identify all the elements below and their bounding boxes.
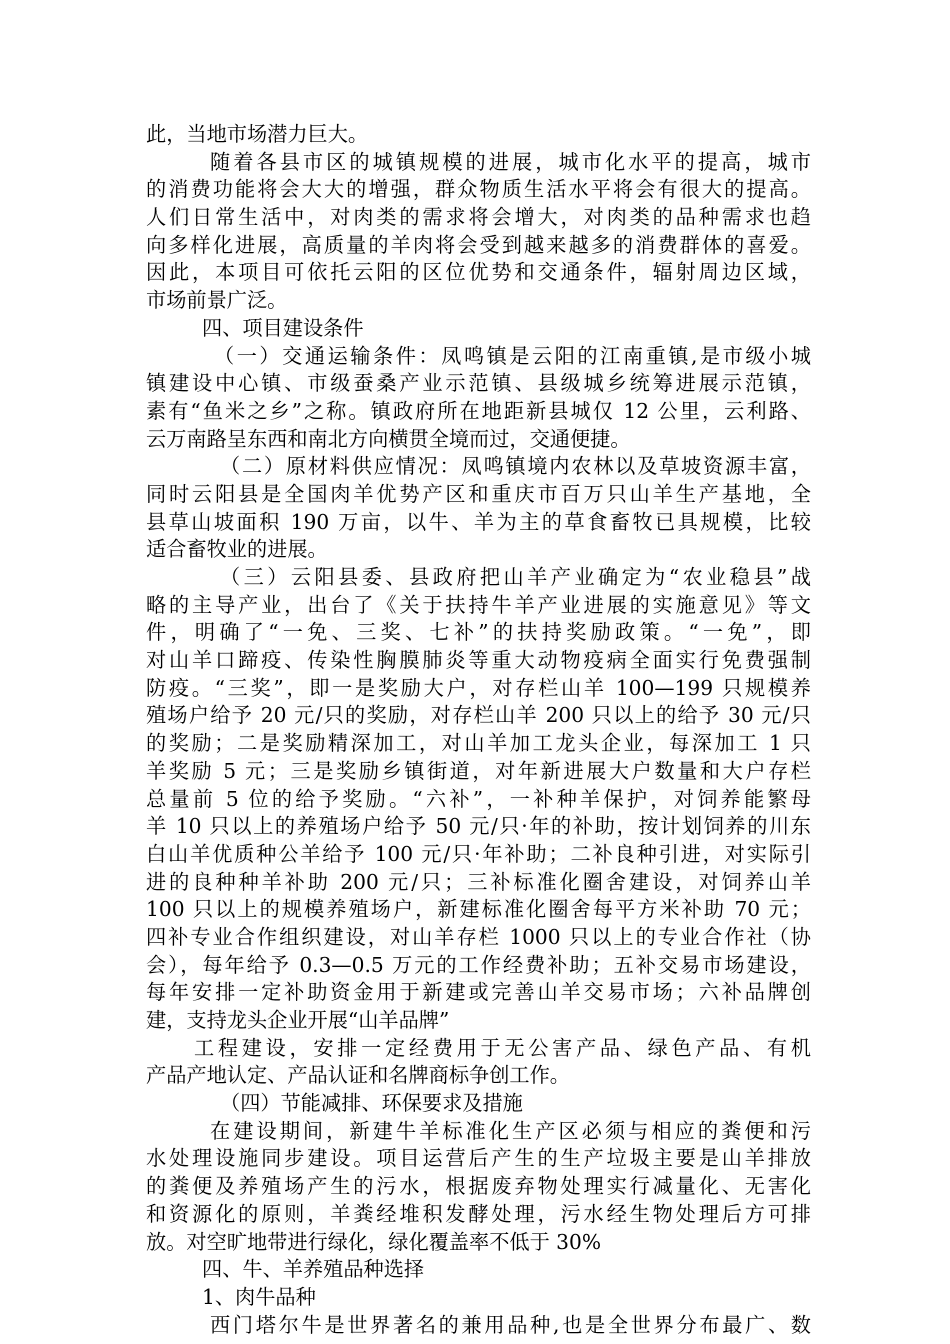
paragraph-start-line: 工程建设，安排一定经费用于无公害产品、绿色产品、有机 [194, 1035, 811, 1060]
subsection-heading-line: （二）原材料供应情况：凤鸣镇境内农林以及草坡资源丰富， [220, 454, 811, 479]
text-line: 略的主导产业，出台了《关于扶持牛羊产业进展的实施意见》等文 [146, 592, 811, 617]
section-heading: 四、牛、羊养殖品种选择 [202, 1257, 425, 1282]
text-line: 此，当地市场潜力巨大。 [146, 122, 369, 146]
text-line: 县草山坡面积 190 万亩，以牛、羊为主的草食畜牧已具规模，比较 [146, 509, 811, 534]
text-line: 因此，本项目可依托云阳的区位优势和交通条件，辐射周边区域， [146, 260, 811, 285]
text-line: 和资源化的原则，羊粪经堆积发酵处理，污水经生物处理后方可排 [146, 1201, 811, 1226]
subsection-heading: 1、肉牛品种 [202, 1284, 316, 1309]
subsection-heading: （四）节能减排、环保要求及措施 [220, 1091, 523, 1116]
text-line: 建，支持龙头企业开展“山羊品牌” [146, 1008, 450, 1032]
text-line: 市场前景广泛。 [146, 288, 288, 313]
text-line: 云万南路呈东西和南北方向横贯全境而过，交通便捷。 [146, 426, 631, 451]
text-line: 的粪便及养殖场产生的污水，根据废弃物处理实行减量化、无害化 [146, 1174, 811, 1199]
text-line: 人们日常生活中，对肉类的需求将会增大，对肉类的品种需求也趋 [146, 205, 811, 230]
document-page [146, 121, 811, 1339]
text-line: 防疫。“三奖”，即一是奖励大户，对存栏山羊 100—199 只规模养 [146, 675, 811, 700]
text-line: 适合畜牧业的进展。 [146, 537, 328, 562]
text-line: 同时云阳县是全国肉羊优势产区和重庆市百万只山羊生产基地，全 [146, 481, 811, 506]
text-line: 对山羊口蹄疫、传染性胸膜肺炎等重大动物疫病全面实行免费强制 [146, 648, 811, 673]
text-line: 素有“鱼米之乡”之称。镇政府所在地距新县城仅 12 公里，云利路、 [146, 398, 811, 423]
paragraph-start-line: 随着各县市区的城镇规模的进展，城市化水平的提高，城市 [210, 149, 811, 174]
section-heading: 四、项目建设条件 [202, 315, 364, 340]
text-line: 进的良种种羊补助 200 元/只；三补标准化圈舍建设，对饲养山羊 [146, 869, 811, 894]
text-line: 总量前 5 位的给予奖励。“六补”，一补种羊保护，对饲养能繁母 [146, 786, 811, 811]
text-line: 羊奖励 5 元；三是奖励乡镇街道，对年新进展大户数量和大户存栏 [146, 758, 811, 783]
text-line: 水处理设施同步建设。项目运营后产生的生产垃圾主要是山羊排放 [146, 1146, 811, 1171]
text-line: 向多样化进展，高质量的羊肉将会受到越来越多的消费群体的喜爱。 [146, 232, 811, 257]
text-line: 四补专业合作组织建设，对山羊存栏 1000 只以上的专业合作社（协 [146, 924, 811, 949]
text-line: 每年安排一定补助资金用于新建或完善山羊交易市场；六补品牌创 [146, 980, 811, 1005]
paragraph-start-line: 西门塔尔牛是世界著名的兼用品种,也是全世界分布最广、数 [210, 1312, 811, 1337]
text-line: 放。对空旷地带进行绿化，绿化覆盖率不低于 30% [146, 1229, 602, 1254]
paragraph-start-line: 在建设期间，新建牛羊标准化生产区必须与相应的粪便和污 [210, 1118, 811, 1143]
text-line: 镇建设中心镇、市级蚕桑产业示范镇、县级城乡统筹进展示范镇， [146, 371, 811, 396]
text-line: 殖场户给予 20 元/只的奖励，对存栏山羊 200 只以上的给予 30 元/只 [146, 703, 811, 728]
text-line: 的奖励；二是奖励精深加工，对山羊加工龙头企业，每深加工 1 只 [146, 731, 811, 756]
subsection-heading-line: （三）云阳县委、县政府把山羊产业确定为“农业稳县”战 [220, 565, 811, 589]
text-line: 产品产地认定、产品认证和名牌商标争创工作。 [146, 1063, 570, 1088]
text-line: 100 只以上的规模养殖场户，新建标准化圈舍每平方米补助 70 元； [146, 897, 811, 922]
text-line: 会），每年给予 0.3—0.5 万元的工作经费补助；五补交易市场建设， [146, 952, 811, 977]
text-line: 羊 10 只以上的养殖场户给予 50 元/只·年的补助，按计划饲养的川东 [146, 814, 811, 839]
text-line: 件，明确了“一免、三奖、七补”的扶持奖励政策。“一免”，即 [146, 620, 811, 645]
text-line: 的消费功能将会大大的增强，群众物质生活水平将会有很大的提高。 [146, 177, 811, 202]
text-line: 白山羊优质种公羊给予 100 元/只·年补助；二补良种引进，对实际引 [146, 841, 811, 866]
subsection-heading-line: （一）交通运输条件：凤鸣镇是云阳的江南重镇,是市级小城 [214, 343, 811, 368]
